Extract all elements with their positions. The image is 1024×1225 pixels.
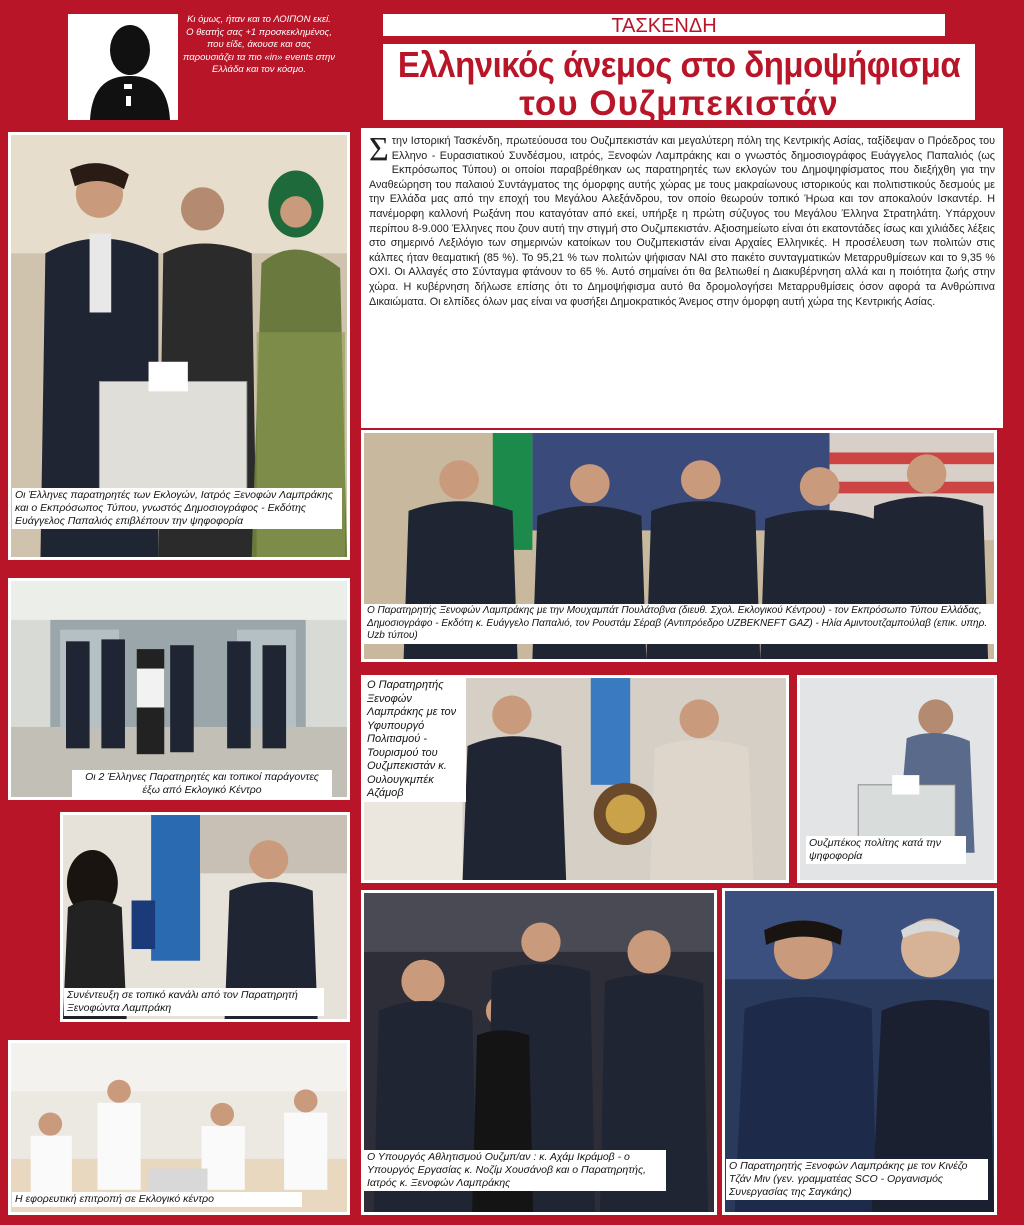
headline-line-1: Ελληνικός άνεμος στο δημοψήφισμα [397, 44, 961, 85]
section-topic: ΤΑΣΚΕΝΔΗ [381, 12, 947, 38]
avatar [68, 14, 178, 120]
caption-interview: Συνέντευξη σε τοπικό κανάλι από τον Παρατηρητή Ξενοφώντα Λαμπράκη [64, 988, 324, 1016]
article-body [361, 128, 1003, 428]
headline-line-2: του Ουζμπεκιστάν [519, 84, 839, 123]
drop-cap: Σ [369, 131, 389, 168]
caption-committee: Η εφορευτική επιτροπή σε Εκλογικό κέντρο [12, 1192, 302, 1207]
caption-sports: Ο Υπουργός Αθλητισμού Ουζμπ/αν : κ. Αχάμ Ικράμοβ - ο Υπουργός Εργασίας κ. Νοζίμ Χουσάνοβ και ο Παρατηρητής, Ιατρός κ. Ξενοφών Λαμπράκης [364, 1150, 666, 1191]
caption-sco: Ο Παρατηρητής Ξενοφών Λαμπράκης με τον Κινέζο Τζάν Μιν (γεν. γραμματέας SCO - Οργανισμός Συνεργασίας της Σαγκάης) [726, 1159, 988, 1200]
photo-outside [8, 578, 350, 800]
article-text: την Ιστορική Τασκένδη, πρωτεύουσα του Ουζμπεκιστάν και μεγαλύτερη πόλη της Κεντρικής Ασίας, ταξίδεψαν ο Πρόεδρος του Ελληνο - Ευρασιατικού Συνδέσμου, ιατρός, Ξενοφών Λαμπράκης και ο γνωστός δημοσιογράφος Ευάγγελος Παπαλιός (ως Εκπρόσωπος Τύπου) οι οποίοι παραβρέθηκαν ως παρατηρητές των εκλογών του Δημοψηφίσματος που διεξήχθη για την Αναθεώρηση του παλαιού Συντάγματος της όμορφης αυτής χώρας με τους μακραίωνους ιστορικούς και πολιτιστικούς δεσμούς με την Ελλάδα μας από την εποχή του Μεγάλου Αλεξάνδρου, τον οποίο θεωρούν τοπικό Ήρωα και τον αποκαλούν Ισκαντέρ. Η πανέμορφη καλλονή Ρωξάνη που καταγόταν από εκεί, υπήρξε η πρώτη σύζυγος του Μεγάλου Έλληνα Στρατηλάτη. Υπάρχουν περίπου 8-9.000 Έλληνες που ζουν αυτή την στιγμή στο Ουζμπεκιστάν. Αξιοσημείωτο είναι ότι εκατοντάδες ίσως και χιλιάδες λέξεις στο σημερινό Λεξιλόγιο των σημερινών κατοίκων του Ουζμπεκιστάν είναι Αρχαίες Ελληνικές. Η προσέλευση των πολιτών στις κάλπες ήταν θεαματική (85 %). Το 95,21 % των πολιτών ψήφισαν ΝΑΙ στο πακέτο συνταγματικών Μεταρρυθμίσεων και το 9,35 % ΟΧΙ. Οι Αλλαγές στο Σύνταγμα φτάνουν το 65 %. Αυτό σημαίνει ότι θα βελτιωθεί η Διακυβέρνηση αλλά και η ποιότητα ζωής στην χώρα. Η κυβέρνηση δήλωσε επίσης ότι το Δημοψήφισμα αυτό θα δρομολογήσει Μεταρρυθμίσεις όσον αφορά τα Ανθρώπινα Δικαιώματα. Οι ελπίδες όλων μας είναι να φυσήξει Δημοκρατικός Άνεμος στην όμορφη αυτή χώρα της Κεντρικής Ασίας. [369, 135, 995, 308]
caption-minister: Ο Παρατηρητής Ξενοφών Λαμπράκης με τον Υφυπουργό Πολιτισμού - Τουρισμού του Ουζμπεκιστάν κ. Ουλουγκμπέκ Αζάμοβ [364, 678, 466, 802]
caption-citizen: Ουζμπέκος πολίτης κατά την ψηφοφορία [806, 836, 966, 864]
columnist-quote: Κι όμως, ήταν και το ΛΟΙΠΟΝ εκεί. Ο θεατής σας +1 προσκεκλημένος, που είδε, άκουσε και σας παρουσιάζει τα πιο «in» events στην Ελλάδα και τον κόσμο. [183, 14, 336, 75]
person-silhouette-icon [68, 14, 178, 120]
headline-box [381, 42, 977, 122]
caption-voting: Οι Έλληνες παρατηρητές των Εκλογών, Ιατρός Ξενοφών Λαμπράκης και ο Εκπρόσωπος Τύπου, γνωστός Δημοσιογράφος - Εκδότης Ευάγγελος Παπαλιός επιβλέπουν την ψηφοφορία [12, 488, 342, 529]
caption-group: Ο Παρατηρητής Ξενοφών Λαμπράκης με την Μουχαμπάτ Πουλάτοβνα (διευθ. Σχολ. Εκλογικού Κέντρου) - τον Εκπρόσωπο Τύπου Ελλάδας, Δημοσιογράφο - Εκδότη κ. Ευάγγελο Παπαλιό, τον Ρουστάμ Σέραβ (Αντιπρόεδρο UZBEKNEFT GAZ) - Ηλία Αμιντουτζαμπούλαβ (επικ. υπηρ. Uzb τύπου) [364, 604, 994, 644]
caption-outside: Οι 2 Έλληνες Παρατηρητές και τοπικοί παράγοντες έξω από Εκλογικό Κέντρο [72, 770, 332, 798]
photo-committee [8, 1040, 350, 1215]
